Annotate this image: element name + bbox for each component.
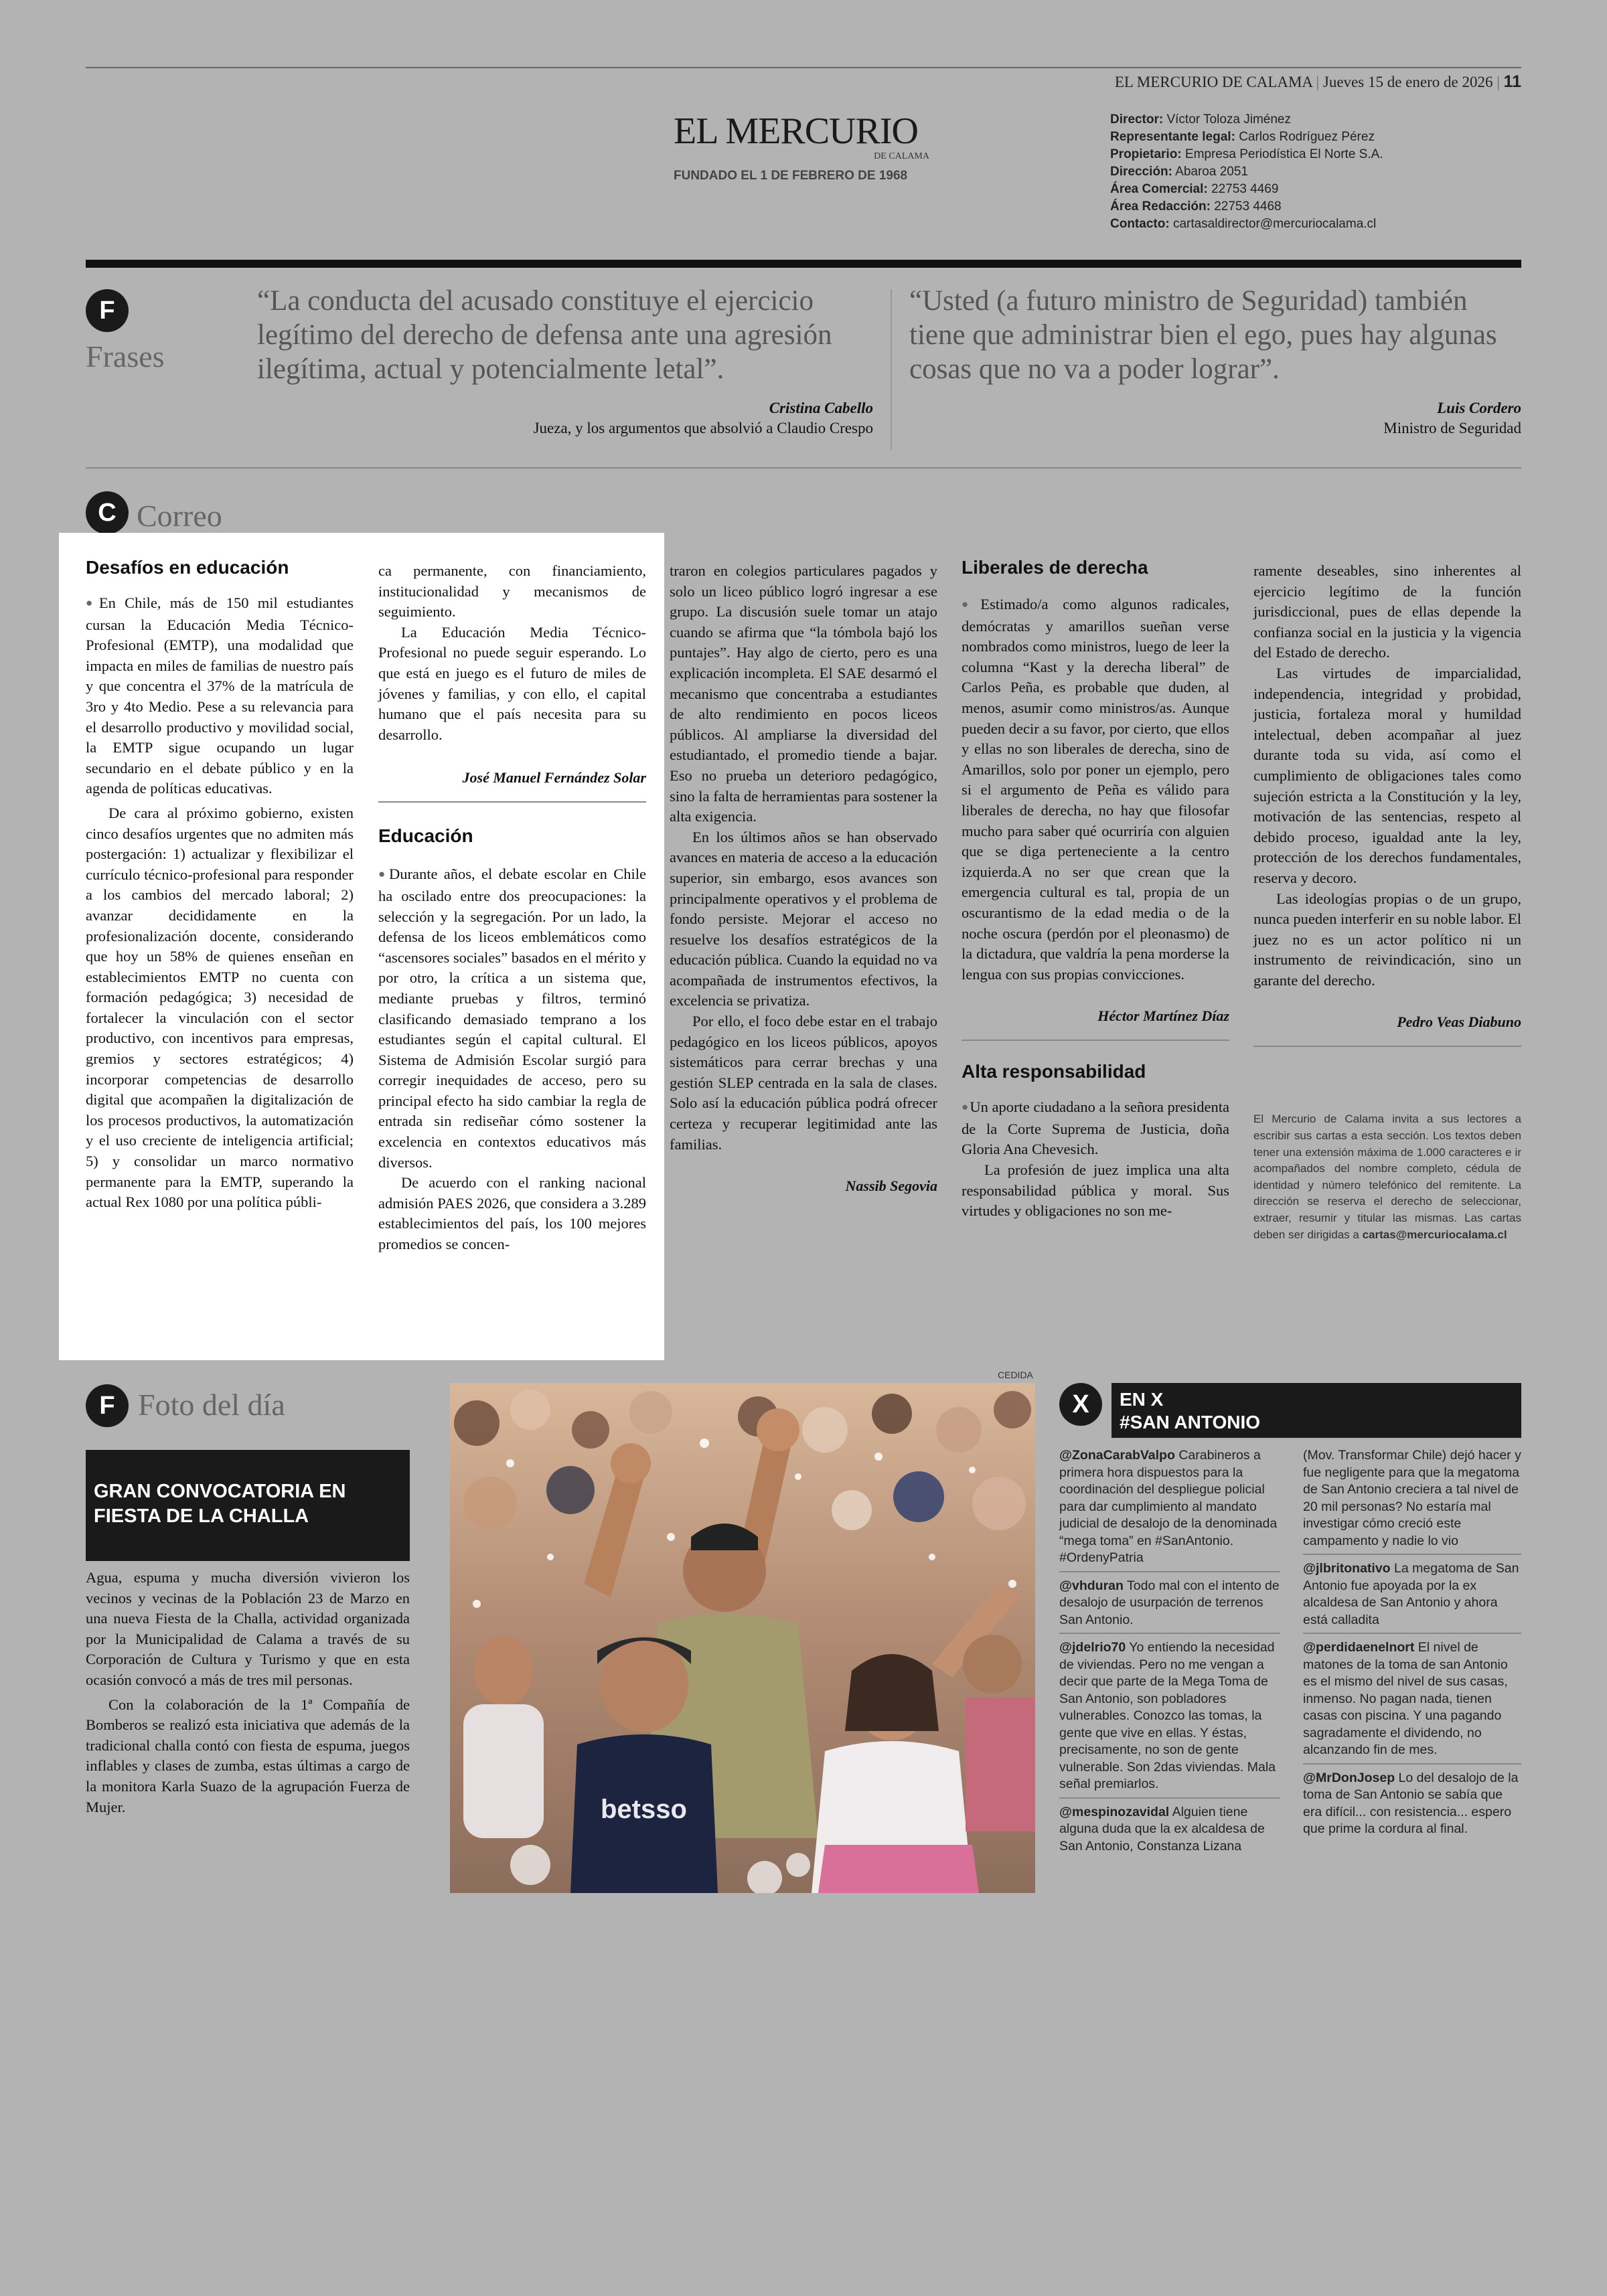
- staff-role: Dirección:: [1110, 165, 1172, 179]
- tweet: [1303, 1633, 1521, 1759]
- letter-educacion-title: Educación: [378, 825, 473, 847]
- letter-desafios-title: Desafíos en educación: [86, 557, 289, 578]
- tweet-text: Lo del desalojo de la toma de San Antonio se sabía que era difícil... con resistencia... espero que prime la cordura al final.: [1303, 1770, 1519, 1836]
- quote-2-text: “Usted (a futuro ministro de Seguridad) también tiene que administrar bien el ego, pues hay algunas cosas que no va a poder lograr”.: [909, 285, 1497, 385]
- letter-paragraph: ● Un aporte ciudadano a la señora presidenta de la Corte Suprema de Justicia, doña Gloria Ana Chevesich.: [962, 1097, 1229, 1160]
- staff-name: 22753 4469: [1211, 182, 1279, 196]
- letter-responsabilidad-title: Alta responsabilidad: [962, 1061, 1146, 1082]
- masthead-logo: [674, 112, 935, 183]
- letter-paragraph: ramente deseables, sino inherentes al ejercicio legítimo de la función jurisdiccional, pues de ellas depende la confianza social en la justicia y la vigencia del Estado de derecho.: [1253, 562, 1521, 661]
- foto-paragraph: Con la colaboración de la 1ª Compañía de Bomberos se realizó esta iniciativa que además de la tradicional challa contó con fiesta de espuma, juegos inflables y clases de zumba, estas últimas a cargo de la monitora Karla Suazo de la agrupación Fuerza de Mujer.: [86, 1696, 410, 1815]
- enx-title-box: [1112, 1383, 1521, 1438]
- tweet-handle[interactable]: @jdelrio70: [1059, 1640, 1126, 1655]
- staff-row: [1110, 163, 1512, 181]
- letter-divider: [1253, 1046, 1521, 1047]
- tweet: [1059, 1633, 1280, 1793]
- quote-2-role: Ministro de Seguridad: [1383, 420, 1521, 436]
- staff-role: Contacto:: [1110, 217, 1170, 231]
- staff-row: [1110, 181, 1512, 198]
- tweet: [1303, 1763, 1521, 1838]
- letter-paragraph: De acuerdo con el ranking nacional admisión PAES 2026, que considera a 3.289 establecimientos del país, los 100 mejores promedios se concen-: [378, 1174, 646, 1253]
- tweet-body: [1303, 1447, 1521, 1550]
- shirt-text: betsso: [601, 1795, 687, 1824]
- tweet-body: [1303, 1770, 1521, 1838]
- tweet-body: [1303, 1560, 1521, 1629]
- tweet-handle[interactable]: @vhduran: [1059, 1578, 1124, 1593]
- tweet-text: (Mov. Transformar Chile) dejó hacer y fue negligente para que la megatoma de San Antonio creciera a tal nivel de 20 mil personas? No estaría mal investigar cómo creció este campamento y nadie lo vio: [1303, 1448, 1521, 1548]
- logo-subtitle: DE CALAMA: [874, 151, 929, 161]
- staff-role: Propietario:: [1110, 147, 1182, 161]
- staff-role: Área Comercial:: [1110, 182, 1208, 196]
- tweet: [1059, 1797, 1280, 1856]
- letter-divider: [962, 1040, 1229, 1041]
- tweet-body: [1059, 1578, 1280, 1629]
- letter-paragraph: ● Estimado/a como algunos radicales, demócratas y amarillos sueñan verse nombrados como ministros, luego de leer la columna “Kast y la derecha liberal” de Carlos Peña, es probable que duden, al menos, asumir como ministros/as. Aunque pueden decir a su favor, por cierto, que ellos y ellas no son liberales de derecha, sino de Amarillos, solo por poner un ejemplo, pero si el argumento de Peña es válido para liberales de derecha, no hay que filosofar mucho para saber qué ocurriría con alguien que se diga perteneciente a la centro izquierda.A no ser que crean que la emergencia cultural es tal, propia de un oscurantismo de la edad media o de la noche oscura (perdón por el pleonasmo) de la dictadura, que valdría la pena morderse la lengua con sus propias convicciones.: [962, 594, 1229, 985]
- page-header-line: EL MERCURIO DE CALAMA | Jueves 15 de enero de 2026 | 11: [1114, 72, 1521, 91]
- letter-col3: [670, 561, 937, 1195]
- tweet: [1059, 1571, 1280, 1629]
- staff-name: Empresa Periodística El Norte S.A.: [1184, 147, 1383, 161]
- top-rule: [86, 67, 1521, 68]
- quote-2: [909, 284, 1521, 437]
- tweet-divider: [1059, 1797, 1280, 1799]
- notice-text: El Mercurio de Calama invita a sus lectores a escribir sus cartas a esta sección. Los textos deben tener una extensión máxima de 1.000 caracteres e ir acompañados del nombre completo, cédula de identidad y número telefónico del remitente. La dirección se reserva el derecho de seleccionar, extraer, resumir y titular las mismas. Las cartas deben ser dirigidas a: [1253, 1113, 1521, 1241]
- tweet-handle[interactable]: @perdidaenelnort: [1303, 1640, 1415, 1655]
- letter-paragraph: La Educación Media Técnico-Profesional no puede seguir esperando. Lo que está en juego es el futuro de miles de jóvenes y familias, y con ello, el capital humano que el país necesita para su desarrollo.: [378, 623, 646, 743]
- tweet-body: [1059, 1639, 1280, 1793]
- frases-badge: F: [86, 289, 129, 332]
- tweet-handle[interactable]: @jlbritonativo: [1303, 1561, 1391, 1576]
- letter-paragraph: ● Durante años, el debate escolar en Chile ha oscilado entre dos preocupaciones: la selección y la segregación. Por un lado, la defensa de los liceos emblemáticos como “ascensores sociales” basados en el mérito y por otro, la crítica a un sistema que, mediante pruebas y filtros, terminó clasificando demasiado temprano a los estudiantes según el capital cultural. El Sistema de Admisión Escolar surgió para corregir inequidades de acceso, pero su principal efecto ha sido cambiar la regla de entrada sin rediseñar cómo sostener la excelencia en contextos educativos más diversos.: [378, 864, 646, 1173]
- tweet-body: [1303, 1639, 1521, 1759]
- letter-desafios-col1: [86, 557, 354, 1213]
- foto-title-box: [86, 1450, 410, 1561]
- letter-liberales-title: Liberales de derecha: [962, 557, 1148, 578]
- staff-name: cartasaldirector@mercuriocalama.cl: [1172, 217, 1377, 231]
- enx-title-line2: #SAN ANTONIO: [1120, 1412, 1261, 1432]
- tweet-divider: [1303, 1554, 1521, 1555]
- quote-1-text: “La conducta del acusado constituye el ejercicio legítimo del derecho de defensa ante una agresión ilegítima, actual y potencialmente letal”.: [257, 285, 832, 385]
- photo-credit: CEDIDA: [998, 1370, 1033, 1380]
- notice-email[interactable]: cartas@mercuriocalama.cl: [1362, 1228, 1507, 1241]
- letter-paragraph: La profesión de juez implica una alta responsabilidad pública y moral. Sus virtudes y obligaciones no son me-: [962, 1161, 1229, 1220]
- paper-name: EL MERCURIO DE CALAMA: [1114, 74, 1312, 90]
- quote-divider: [891, 289, 892, 450]
- tweets-col2: [1303, 1447, 1521, 1838]
- letter-divider: [378, 801, 646, 803]
- staff-box: [1110, 111, 1512, 233]
- foto-title: GRAN CONVOCATORIA EN FIESTA DE LA CHALLA: [94, 1481, 346, 1527]
- letters-notice: [1253, 1111, 1521, 1243]
- tweet-text: Yo entiendo la necesidad de viviendas. Pero no me vengan a decir que parte de la Mega Toma de San Antonio, son pobladores vulnerables. Conozco las tomas, la gente que vive en ellas. Y éstas, precisamente, no son de gente vulnerable. Son 2das viviendas. Mala señal premiarlos.: [1059, 1640, 1276, 1791]
- tweet: [1303, 1554, 1521, 1629]
- quote-1-author: Cristina Cabello: [769, 400, 873, 416]
- tweet-text: Alguien tiene alguna duda que la ex alcaldesa de San Antonio, Constanza Lizana: [1059, 1804, 1265, 1854]
- letter-paragraph: Las ideologías propias o de un grupo, nunca pueden interferir en su noble labor. El juez no es un actor político ni un instrumento de reivindicación, sino un garante del derecho.: [1253, 890, 1521, 989]
- letter-col5: [1253, 561, 1521, 1243]
- letter-paragraph: Las virtudes de imparcialidad, independencia, integridad y probidad, justicia, fortaleza moral y humildad intelectual, deben acompañar al juez durante toda su vida, así como el cumplimiento de obligaciones tales como sujeción estricta a la Constitución y la ley, motivación de las sentencias, respeto al debido proceso, igualdad ante la ley, protección de los derechos fundamentales, reserva y decoro.: [1253, 664, 1521, 886]
- tweet: [1303, 1447, 1521, 1550]
- issue-date: Jueves 15 de enero de 2026: [1322, 74, 1493, 90]
- foto-text: [86, 1568, 410, 1817]
- staff-name: Carlos Rodríguez Pérez: [1239, 130, 1375, 144]
- page-number: 11: [1503, 72, 1521, 91]
- logo-title: EL MERCURIO: [674, 110, 918, 152]
- staff-name: 22753 4468: [1214, 199, 1282, 214]
- tweet-body: [1059, 1804, 1280, 1856]
- letter-paragraph: En los últimos años se han observado avances en materia de acceso a la educación superior, sin embargo, esos avances son principalmente operativos y el problema de fondo persiste. Mejorar el acceso no resuelve los desafíos estratégicos de la educación pública. Cuando la equidad no va acompañada de instrumentos efectivos, la excelencia se privatiza.: [670, 828, 937, 1009]
- foto-label: Foto del día: [138, 1388, 285, 1422]
- header-thick-rule: [86, 260, 1521, 268]
- quote-2-author: Luis Cordero: [1437, 400, 1521, 416]
- staff-role: Área Redacción:: [1110, 199, 1211, 214]
- founded-line: FUNDADO EL 1 DE FEBRERO DE 1968: [674, 169, 908, 183]
- staff-name: Abaroa 2051: [1175, 165, 1248, 179]
- foto-paragraph: Agua, espuma y mucha diversión vivieron los vecinos y vecinas de la Población 23 de Marzo en una nueva Fiesta de la Challa, actividad organizada por la Municipalidad de Calama a través de su Corporación de Cultura y Turismo y que en esta ocasión convocó a más de tres mil personas.: [86, 1569, 410, 1688]
- staff-row: [1110, 146, 1512, 163]
- foto-del-dia-image: [450, 1383, 1035, 1893]
- tweets-col1: [1059, 1447, 1280, 1855]
- letter-responsabilidad-signature: Pedro Veas Diabuno: [1397, 1013, 1521, 1031]
- tweet: [1059, 1447, 1280, 1567]
- tweet-divider: [1303, 1763, 1521, 1765]
- staff-row: [1110, 198, 1512, 216]
- letter-desafios-signature: José Manuel Fernández Solar: [462, 769, 646, 787]
- tweet-divider: [1059, 1571, 1280, 1572]
- staff-role: Representante legal:: [1110, 130, 1235, 144]
- staff-row: [1110, 129, 1512, 146]
- staff-row: [1110, 111, 1512, 129]
- staff-row: [1110, 216, 1512, 233]
- foto-badge: F: [86, 1384, 129, 1427]
- tweet-divider: [1303, 1633, 1521, 1634]
- letter-paragraph: De cara al próximo gobierno, existen cinco desafíos urgentes que no admiten más postergación: 1) actualizar y flexibilizar el currículo técnico-profesional para responder a los cambios del mercado laboral; 2) avanzar decididamente en la profesionalización docente, considerando que hoy un 58% de quienes enseñan en establecimientos EMTP no cuenta con formación pedagógica; 3) necesidad de fortalecer la vinculación con el sector productivo, con incentivos para empresas, gremios y sectores estratégicos; 4) incorporar competencias de desarrollo digital que acompañen la digitalización de los procesos productivos, la automatización y el uso creciente de inteligencia artificial; 5) y consolidar un marco normativo permanente para la EMTP, superando la actual Rex 1080 por una política públi-: [86, 804, 354, 1211]
- tweet-text: Carabineros a primera hora dispuestos para la coordinación del despliegue policial para dar cumplimiento al mandato judicial de desalojo de la denominada “mega toma” en #SanAntonio. #OrdenyPatria: [1059, 1448, 1278, 1565]
- tweet-text: El nivel de matones de la toma de san Antonio es el mismo del nivel de sus casas, inmenso. No pagan nada, tienen casas con piscina. Y una pagando sagradamente el dividendo, no alcanzando fin de mes.: [1303, 1640, 1508, 1757]
- tweet-handle[interactable]: @mespinozavidal: [1059, 1804, 1170, 1819]
- correo-label: Correo: [137, 499, 222, 533]
- quote-1-role: Jueza, y los argumentos que absolvió a Claudio Crespo: [533, 420, 873, 436]
- enx-title-line1: EN X: [1120, 1389, 1164, 1410]
- letter-col2: [378, 561, 646, 1255]
- letter-paragraph: Por ello, el foco debe estar en el trabajo pedagógico en los liceos públicos, apoyos sistemáticos para cerrar brechas y una gestión SLEP centrada en la sala de clases. Solo así la educación pública podrá ofrecer certeza y recuperar legitimidad ante las familias.: [670, 1013, 937, 1153]
- x-badge: X: [1059, 1383, 1102, 1426]
- tweet-handle[interactable]: @MrDonJosep: [1303, 1770, 1395, 1785]
- letter-paragraph: ● En Chile, más de 150 mil estudiantes cursan la Educación Media Técnico-Profesional (EMTP), una modalidad que impacta en miles de familias de nuestro país y que concentra el 37% de la matrícula de 3ro y 4to Medio. Pese a su relevancia para el desarrollo productivo y movilidad social, la EMTP sigue ocupando un lugar secundario en el debate público y en la agenda de políticas educativas.: [86, 593, 354, 799]
- tweet-body: [1059, 1447, 1280, 1567]
- letter-educacion-signature: Nassib Segovia: [845, 1177, 937, 1195]
- staff-name: Víctor Toloza Jiménez: [1166, 112, 1291, 127]
- festival-photo-illustration: [450, 1383, 1035, 1893]
- frases-bottom-rule: [86, 467, 1521, 469]
- letter-liberales-signature: Héctor Martínez Díaz: [1097, 1007, 1229, 1025]
- quote-1: [257, 284, 873, 437]
- tweet-divider: [1059, 1633, 1280, 1634]
- staff-role: Director:: [1110, 112, 1164, 127]
- letter-paragraph: ca permanente, con financiamiento, institucionalidad y mecanismos de seguimiento.: [378, 562, 646, 621]
- correo-badge: C: [86, 491, 129, 534]
- letter-col4: [962, 557, 1229, 1222]
- frases-label: Frases: [86, 339, 165, 374]
- letter-paragraph: traron en colegios particulares pagados y solo un liceo público logró ingresar a ese grupo. La discusión suele tomar un atajo cuando se afirma que “la tómbola bajó los puntajes”. Hay algo de cierto, pero es una explicación incompleta. El SAE desarmó el mecanismo que concentraba a estudiantes de alto rendimiento en pocos liceos públicos. Al ampliarse la diversidad del estudiantado, el promedio tiende a bajar. Eso no prueba un deterioro pedagógico, sino la falta de herramientas para sostener la alta exigencia.: [670, 562, 937, 825]
- tweet-text: Todo mal con el intento de desalojo de usurpación de terrenos San Antonio.: [1059, 1578, 1280, 1627]
- tweet-text: La megatoma de San Antonio fue apoyada por la ex alcaldesa de San Antonio y ahora está calladita: [1303, 1561, 1519, 1627]
- tweet-handle[interactable]: @ZonaCarabValpo: [1059, 1448, 1175, 1463]
